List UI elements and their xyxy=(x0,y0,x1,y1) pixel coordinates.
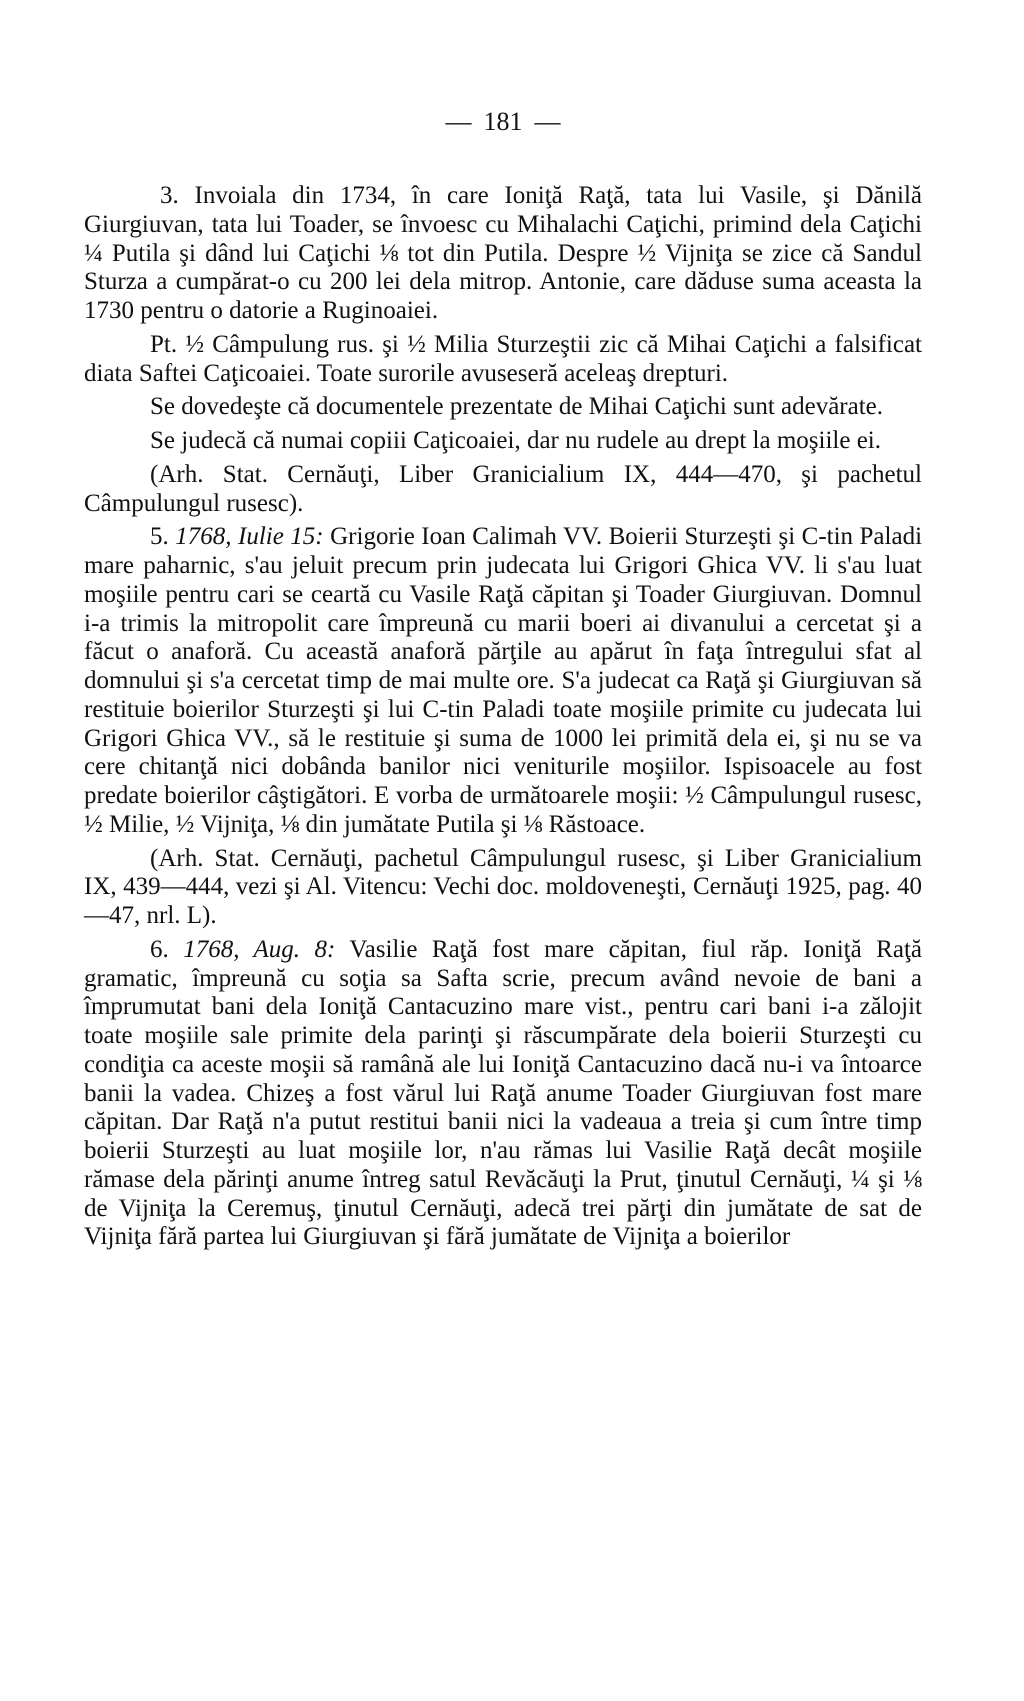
document-page xyxy=(84,0,922,1701)
paragraph-6-date: 1768, Aug. 8: xyxy=(183,935,336,963)
paragraph-5 xyxy=(84,523,922,839)
paragraph-dovedeste xyxy=(84,393,922,422)
paragraph-dovedeste-text: Se dovedeşte că documentele prezentate de Mihai Caţichi sunt adevărate. xyxy=(150,393,884,421)
paragraph-judeca xyxy=(84,427,922,456)
paragraph-6 xyxy=(84,936,922,1252)
paragraph-3 xyxy=(84,182,922,326)
page-number-value: 181 xyxy=(483,107,523,136)
paragraph-6-text: Vasilie Raţă fost mare căpitan, fiul răp. Ioniţă Raţă gramatic, împreună cu soţia sa Safta scrie, precum având nevoie de bani a împrumutat bani dela Ioniţă Cantacuzino mare vist., pentru cari bani i-a zălojit toate moşiile sale primite dela parinţi şi răscumpărate dela boierii Sturzeşti cu condiţia ca aceste moşii să ramână ale lui Ioniţă Cantacuzino dacă nu-i va întoarce banii la vadea. Chizeş a fost vărul lui Raţă anume Toader Giurgiuvan fost mare căpitan. Dar Raţă n'a putut restitui banii nici la vadeaua a treia şi cum între timp boierii Sturzeşti au luat moşiile lor, n'au rămas lui Vasilie Raţă decât moşiile rămase dela părinţi anume întreg satul Revăcăuţi la Prut, ţinutul Cernăuţi, ¼ şi ⅛ de Vijniţa la Ceremuş, ţinutul Cernăuţi, adecă trei părţi din jumătate de sat de Vijniţa fără partea lui Giurgiuvan şi fără jumătate de Vijniţa a boierilor xyxy=(84,935,922,1251)
page-number xyxy=(84,106,922,138)
paragraph-citation-1-text: (Arh. Stat. Cernăuţi, Liber Granicialium IX, 444—470, şi pachetul Câmpulungul rusesc). xyxy=(84,460,922,517)
paragraph-citation-2-text: (Arh. Stat. Cernăuţi, pachetul Câmpulungul rusesc, şi Liber Granicialium IX, 439—444, vezi şi Al. Vitencu: Vechi doc. moldoveneşti, Cernăuţi 1925, pag. 40—47, nrl. L). xyxy=(84,844,922,929)
page-number-dash-left: — xyxy=(445,107,472,136)
paragraph-citation-1 xyxy=(84,461,922,519)
paragraph-3-text: 3. Invoiala din 1734, în care Ioniţă Raţă, tata lui Vasile, şi Dănilă Giurgiuvan, tata lui Toader, se învoesc cu Mihalachi Caţichi, primind dela Caţichi ¼ Putila şi dând lui Caţichi ⅛ tot din Putila. Despre ½ Vijniţa se zice că Sandul Sturza a cumpărat-o cu 200 lei dela mitrop. Antonie, care dăduse suma aceasta la 1730 pentru o datorie a Ruginoaiei. xyxy=(84,182,922,324)
page-number-dash-right: — xyxy=(534,107,561,136)
paragraph-5-text: Grigorie Ioan Calimah VV. Boierii Sturzeşti şi C-tin Paladi mare paharnic, s'au jeluit precum prin judecata lui Grigori Ghica VV. li s'au luat moşiile pentru cari se ceartă cu Vasile Raţă căpitan şi Toader Giurgiuvan. Domnul i-a trimis la mitropolit care împreună cu marii boeri ai divanului a cercetat şi a făcut o anaforă. Cu această anaforă părţile au apărut în faţa întregului sfat al domnului şi s'a cercetat timp de mai multe ore. S'a judecat ca Raţă şi Giurgiuvan să restituie boierilor Sturzeşti şi lui C-tin Paladi toate moşiile primite cu judecata lui Grigori Ghica VV., să le restituie şi suma de 1000 lei primită dela ei, şi nu se va cere chitanţă nici dobânda banilor nici veniturile moşiilor. Ispisoacele au fost predate boierilor câştigători. E vorba de următoarele moşii: ½ Câmpulungul rusesc, ½ Milie, ½ Vijniţa, ⅛ din jumătate Putila şi ⅛ Răstoace. xyxy=(84,523,923,838)
paragraph-6-number: 6. xyxy=(150,935,184,963)
body-text xyxy=(84,182,922,1257)
paragraph-5-date: 1768, Iulie 15: xyxy=(175,523,324,551)
paragraph-pt-text: Pt. ½ Câmpulung rus. şi ½ Milia Sturzeştii zic că Mihai Caţichi a falsificat diata Saftei Caţicoaiei. Toate surorile avuseseră aceleaş drepturi. xyxy=(84,330,922,387)
paragraph-pt xyxy=(84,331,922,389)
paragraph-5-number: 5. xyxy=(150,523,176,551)
paragraph-citation-2 xyxy=(84,845,922,931)
paragraph-judeca-text: Se judecă că numai copiii Caţicoaiei, dar nu rudele au drept la moşiile ei. xyxy=(150,427,881,454)
